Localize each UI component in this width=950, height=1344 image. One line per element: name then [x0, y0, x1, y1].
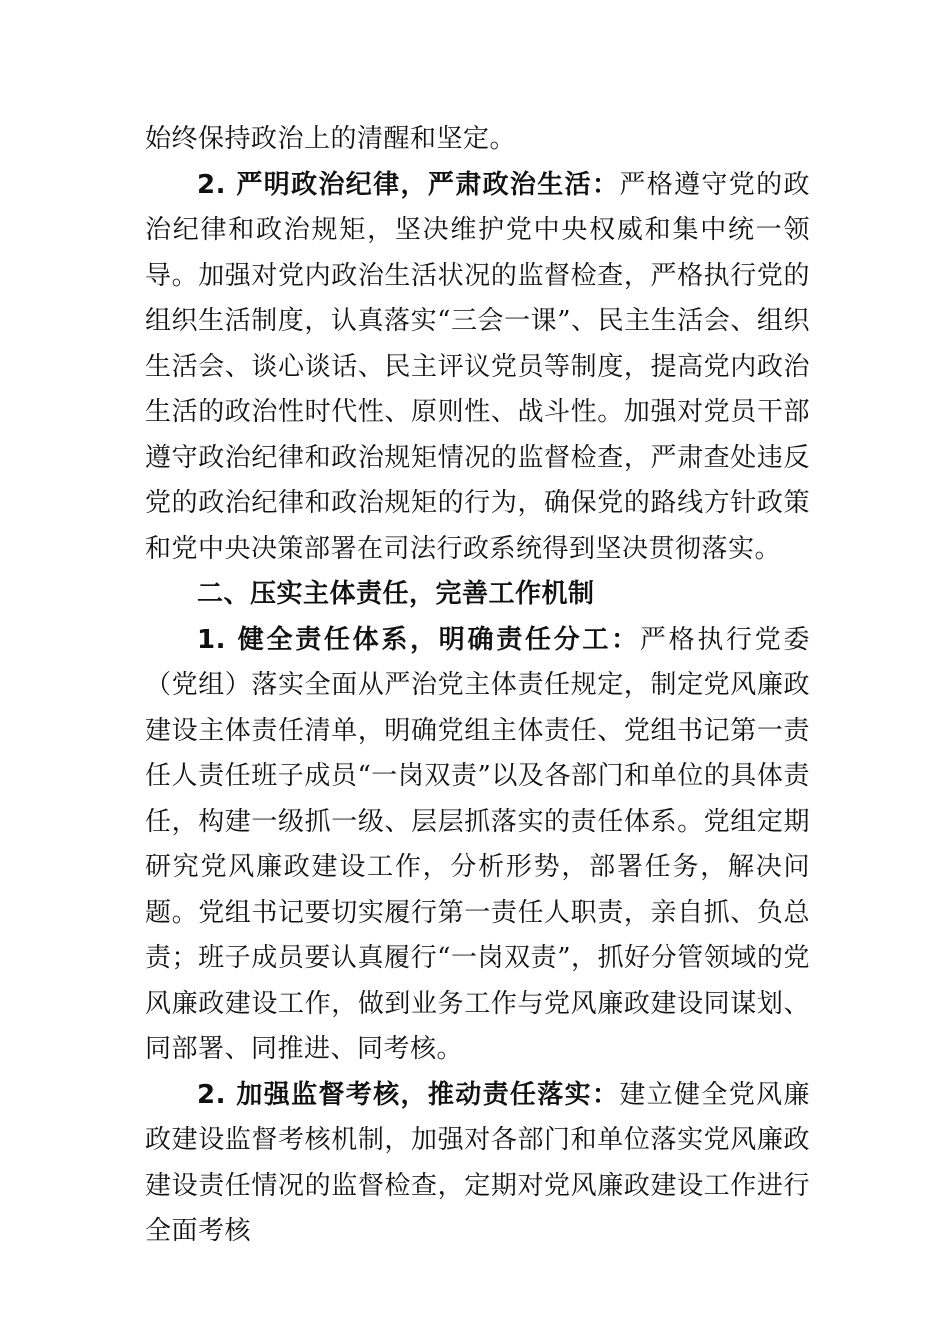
paragraph-supervision-assessment — [145, 1073, 810, 1255]
paragraph-continuation — [145, 117, 810, 163]
paragraph-text: 严格遵守党的政治纪律和政治规矩，坚决维护党中央权威和集中统一领导。加强对党内政治生活状况的监督检查，严格执行党的组织生活制度，认真落实“三会一课”、民主生活会、组织生活会、谈心谈话、民主评议党员等制度，提高党内政治生活的政治性时代性、原则性、战斗性。加强对党员干部遵守政治纪律和政治规矩情况的监督检查，严肃查处违反党的政治纪律和政治规矩的行为，确保党的路线方针政策和党中央决策部署在司法行政系统得到坚决贯彻落实。 — [145, 169, 810, 564]
paragraph-text: 建立健全党风廉政建设监督考核机制，加强对各部门和单位落实党风廉政建设责任情况的监督检查，定期对党风廉政建设工作进行全面考核 — [145, 1079, 810, 1246]
paragraph-text: 始终保持政治上的清醒和坚定。 — [145, 124, 517, 154]
paragraph-text: 严格执行党委（党组）落实全面从严治党主体责任规定，制定党风廉政建设主体责任清单，明确党组主体责任、党组书记第一责任人责任班子成员“一岗双责”以及各部门和单位的具体责任，构建一级抓一级、层层抓落实的责任体系。党组定期研究党风廉政建设工作，分析形势，部署任务，解决问题。党组书记要切实履行第一责任人职责，亲自抓、负总责；班子成员要认真履行“一岗双责”，抓好分管领域的党风廉政建设工作，做到业务工作与党风廉政建设同谋划、同部署、同推进、同考核。 — [145, 624, 810, 1064]
paragraph-responsibility-system — [145, 618, 810, 1073]
paragraph-lead: 1. 健全责任体系，明确责任分工： — [197, 624, 640, 655]
paragraph-lead: 2. 严明政治纪律，严肃政治生活： — [197, 169, 620, 200]
section-heading: 二、压实主体责任，完善工作机制 — [197, 579, 595, 609]
paragraph-lead: 2. 加强监督考核，推动责任落实： — [197, 1079, 620, 1110]
paragraph-political-discipline — [145, 163, 810, 573]
document-body — [145, 117, 810, 1255]
